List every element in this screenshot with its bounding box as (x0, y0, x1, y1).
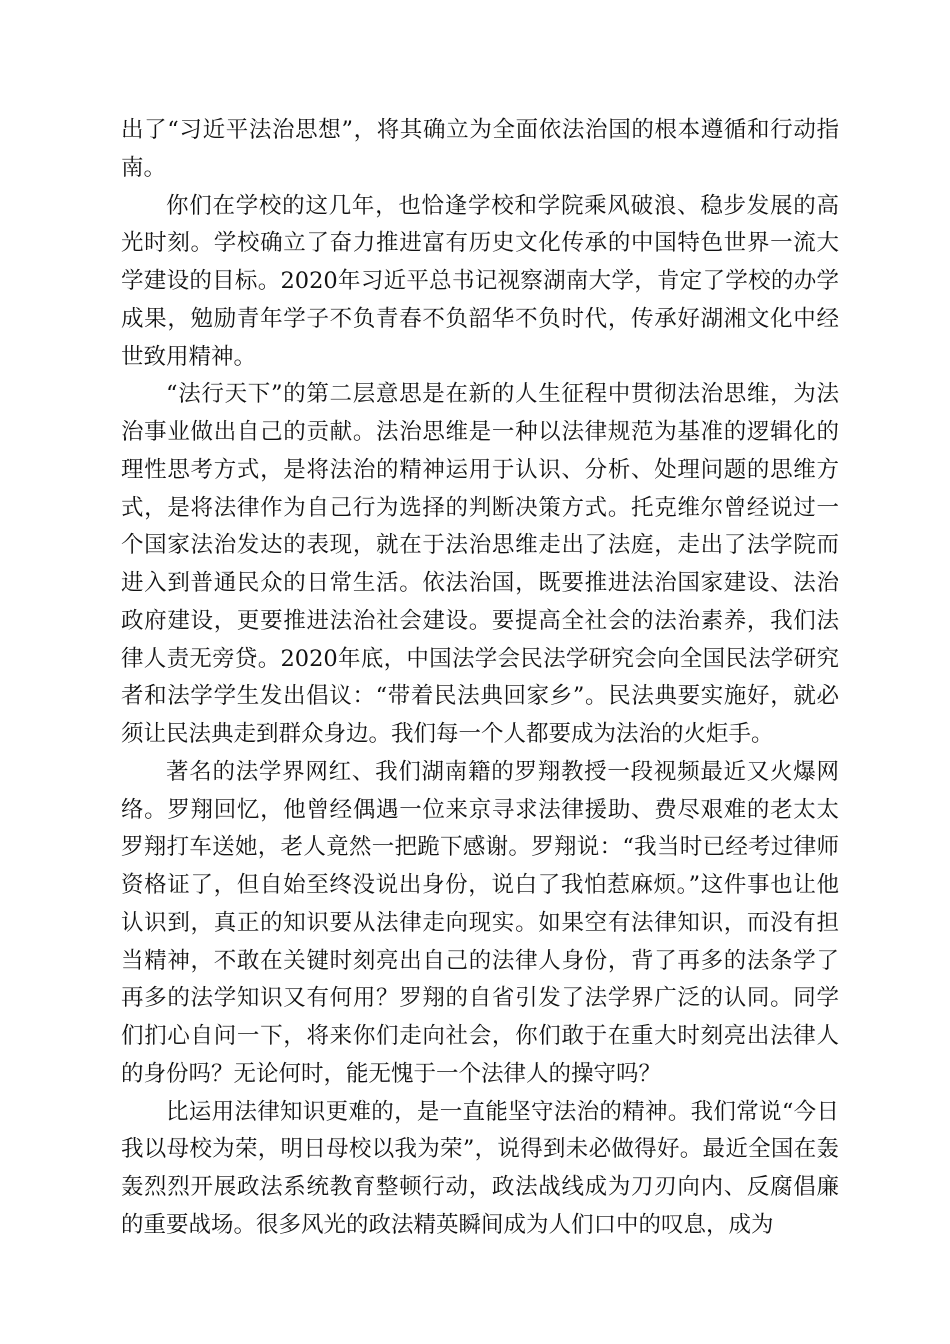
paragraph-1: 出了“习近平法治思想”，将其确立为全面依法治国的根本遵循和行动指南。 (121, 117, 839, 181)
paragraph-3: “法行天下”的第二层意思是在新的人生征程中贯彻法治思维，为法治事业做出自己的贡献。法治思维是一种以法律规范为基准的逻辑化的理性思考方式，是将法治的精神运用于认识、分析、处理问题的思维方式，是将法律作为自己行为选择的判断决策方式。托克维尔曾经说过一个国家法治发达的表现，就在于法治思维走出了法庭，走出了法学院而进入到普通民众的日常生活。依法治国，既要推进法治国家建设、法治政府建设，更要推进法治社会建设。要提高全社会的法治素养，我们法律人责无旁贷。2020年底，中国法学会民法学研究会向全国民法学研究者和法学学生发出倡议：“带着民法典回家乡”。民法典要实施好，就必须让民法典走到群众身边。我们每一个人都要成为法治的火炬手。 (121, 381, 839, 747)
paragraph-5: 比运用法律知识更难的，是一直能坚守法治的精神。我们常说“今日我以母校为荣，明日母校以我为荣”，说得到未必做得好。最近全国在轰轰烈烈开展政法系统教育整顿行动，政法战线成为刀刃向内、反腐倡廉的重要战场。很多风光的政法精英瞬间成为人们口中的叹息，成为 (121, 1098, 839, 1238)
document-body (121, 112, 839, 1245)
paragraph-2: 你们在学校的这几年，也恰逢学校和学院乘风破浪、稳步发展的高光时刻。学校确立了奋力推进富有历史文化传承的中国特色世界一流大学建设的目标。2020年习近平总书记视察湖南大学，肯定了学校的办学成果，勉励青年学子不负青春不负韶华不负时代，传承好湖湘文化中经世致用精神。 (121, 192, 839, 370)
paragraph-4: 著名的法学界网红、我们湖南籍的罗翔教授一段视频最近又火爆网络。罗翔回忆，他曾经偶遇一位来京寻求法律援助、费尽艰难的老太太罗翔打车送她，老人竟然一把跪下感谢。罗翔说：“我当时已经考过律师资格证了，但自始至终没说出身份，说白了我怕惹麻烦。”这件事也让他认识到，真正的知识要从法律走向现实。如果空有法律知识，而没有担当精神，不敢在关键时刻亮出自己的法律人身份，背了再多的法条学了再多的法学知识又有何用？罗翔的自省引发了法学界广泛的认同。同学们扪心自问一下，将来你们走向社会，你们敢于在重大时刻亮出法律人的身份吗？无论何时，能无愧于一个法律人的操守吗？ (121, 758, 839, 1087)
